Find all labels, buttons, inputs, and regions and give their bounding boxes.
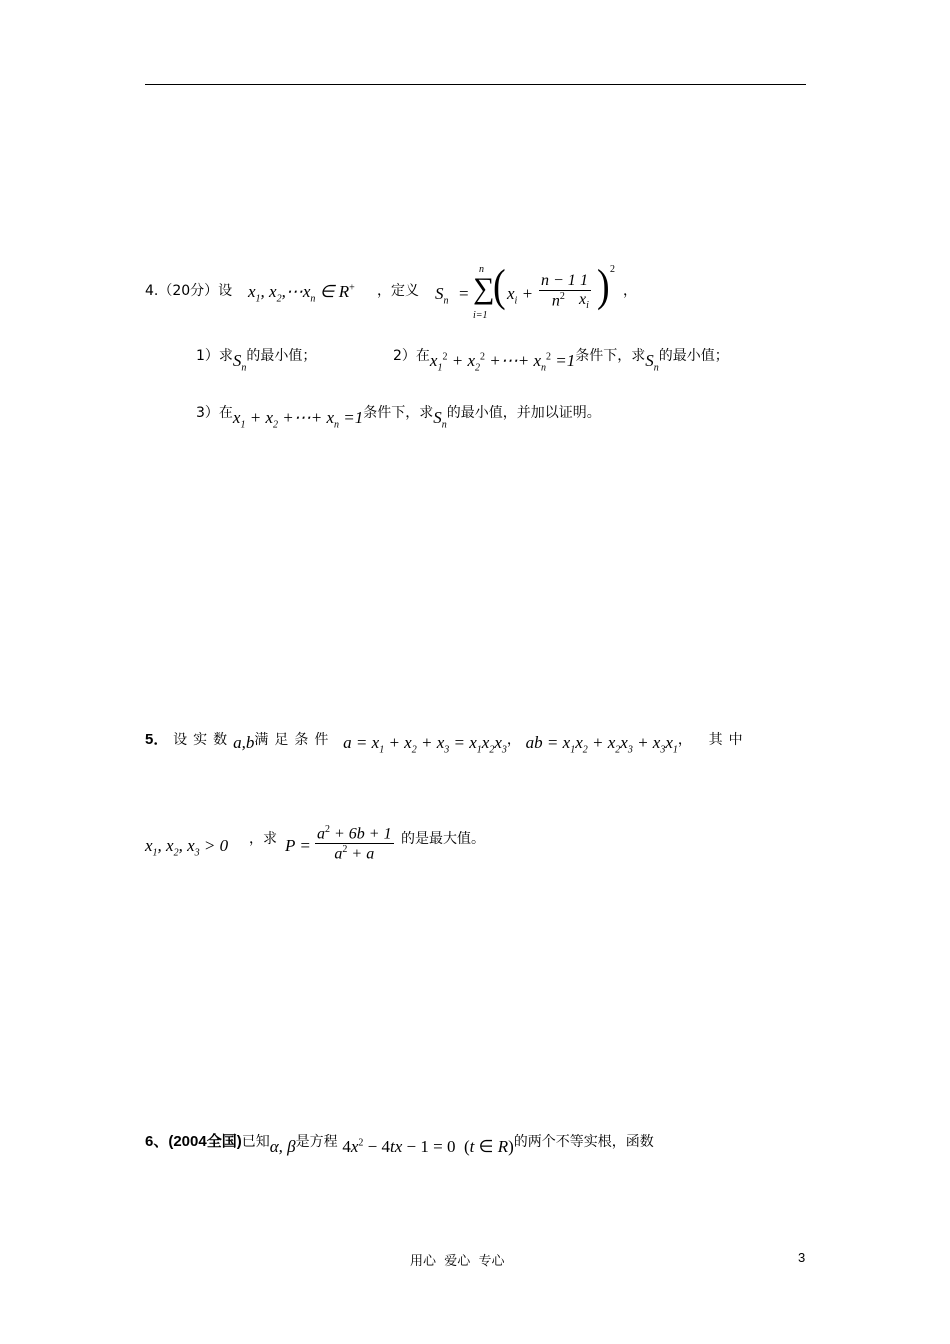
problem-5-label: 5． [145, 731, 169, 748]
problem-4-define: ，定义 [377, 283, 419, 299]
problem-5-line-1: 5． 设实数a,b满足条件 $a = x_1 + x_2 + x_3 = x_1x_2x_3$， ab = $x_1x_2 + x_2x_3 + x_3x_1$， 其中 [145, 731, 749, 756]
problem-4-given: $x_1$, $x_2,\cdots x_n$ ∈ R+ [248, 282, 355, 305]
problem-6-label: 6、(2004全国) [145, 1133, 242, 1150]
sum-icon: ∑ [473, 272, 495, 305]
problem-4-label: 4.（20分）设 [145, 283, 233, 299]
problem-4-q2: 2）在$x_1^2 + x_2^2$ +⋯+ $x_n^2 =1$条件下，求$S_n$的最小值； [393, 348, 729, 374]
header-rule [145, 84, 806, 85]
problem-4-q1: 1）求$S_n$的最小值； [196, 348, 317, 374]
sn-definition: $S_n$ = n ∑ i=1 ( $x_i$ + $\frac{n - 1}{n^2}$ $\frac{1}{x_i}$ ) 2 [435, 260, 615, 321]
problem-4-q3: 3）在$x_1 + x_2$ +⋯+ $x_n =1$条件下，求$S_n$的最小值，并加以证明。 [196, 405, 601, 431]
problem-4-end: ， [623, 283, 637, 299]
page-number: 3 [798, 1250, 806, 1265]
problem-6-line: 6、(2004全国)已知α, β是方程 $4x^2 - 4tx - 1 = 0$ (t ∈ R)的两个不等实根，函数 [145, 1133, 654, 1156]
footer-center: 用心 爱心 专心 [410, 1254, 505, 1269]
